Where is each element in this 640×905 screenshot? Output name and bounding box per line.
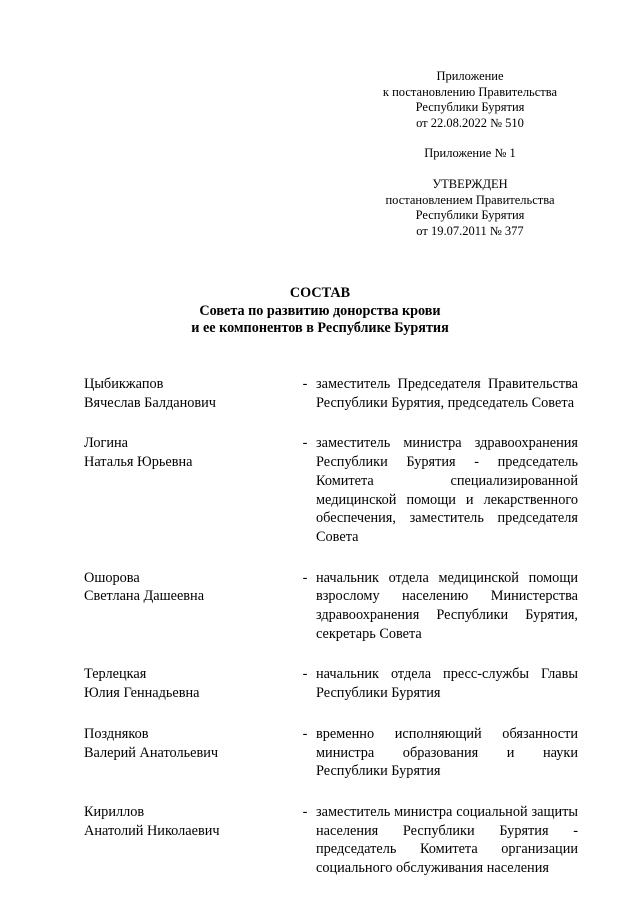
member-name xyxy=(84,569,294,606)
member-surname: Поздняков xyxy=(84,725,149,742)
member-surname: Кириллов xyxy=(84,803,145,820)
member-role: начальник отдела пресс-службы Главы Республики Бурятия xyxy=(316,666,578,702)
member-role: временно исполняющий обязанности министра образования и науки Республики Бурятия xyxy=(316,725,578,780)
appendix-line: Республики Бурятия xyxy=(415,100,525,115)
approved-line: УТВЕРЖДЕН xyxy=(432,176,508,191)
member-entry xyxy=(84,569,578,644)
spacer xyxy=(340,162,600,177)
member-given-names: Вячеслав Балданович xyxy=(84,394,216,411)
approved-line: постановлением Правительства xyxy=(385,192,555,207)
document-title xyxy=(100,285,540,338)
member-entry xyxy=(84,803,578,878)
member-role: заместитель Председателя Правительства Республики Бурятия, председатель Совета xyxy=(316,376,578,411)
member-given-names: Юлия Геннадьевна xyxy=(84,685,200,702)
approved-line: от 19.07.2011 № 377 xyxy=(416,223,524,238)
member-role: заместитель министра здравоохранения Республики Бурятия - председатель Комитета специализированной медицинской помощи и лекарственного обеспечения, заместитель председателя Совета xyxy=(316,435,578,545)
member-given-names: Валерий Анатольевич xyxy=(84,744,219,761)
member-name xyxy=(84,434,294,471)
title-line: СОСТАВ xyxy=(289,285,351,301)
appendix-line: Приложение xyxy=(436,69,504,83)
member-entry xyxy=(84,725,578,781)
member-dash: - xyxy=(302,666,308,683)
title-line: Совета по развитию донорства крови xyxy=(199,302,441,319)
member-name xyxy=(84,665,294,702)
spacer xyxy=(340,131,600,146)
appendix-line: к постановлению Правительства xyxy=(382,84,558,99)
member-surname: Логина xyxy=(84,435,129,452)
member-entry xyxy=(84,375,578,412)
member-role: начальник отдела медицинской помощи взрослому населению Министерства здравоохранения Республики Бурятия, секретарь Совета xyxy=(316,569,578,642)
member-surname: Цыбикжапов xyxy=(84,376,164,392)
appendix-number: Приложение № 1 xyxy=(424,146,516,161)
member-name xyxy=(84,375,294,412)
member-surname: Ошорова xyxy=(84,569,140,586)
member-surname: Терлецкая xyxy=(84,666,147,683)
appendix-header xyxy=(340,69,600,239)
member-name xyxy=(84,725,294,762)
member-entry xyxy=(84,434,578,546)
member-dash: - xyxy=(302,803,308,820)
member-role: заместитель министра социальной защиты населения Республики Бурятия - председатель Комитета организации социального обслуживания населения xyxy=(316,803,578,877)
member-dash: - xyxy=(302,435,308,452)
member-dash: - xyxy=(302,376,308,392)
title-line: и ее компонентов в Республике Бурятия xyxy=(191,320,449,336)
member-name xyxy=(84,803,294,840)
member-given-names: Светлана Дашеевна xyxy=(84,588,205,605)
member-dash: - xyxy=(302,569,308,586)
member-dash: - xyxy=(302,725,308,742)
members-list xyxy=(84,375,578,878)
member-entry xyxy=(84,665,578,702)
member-given-names: Наталья Юрьевна xyxy=(84,454,193,471)
appendix-line: от 22.08.2022 № 510 xyxy=(416,115,524,130)
approved-line: Республики Бурятия xyxy=(415,208,525,223)
member-given-names: Анатолий Николаевич xyxy=(84,822,220,839)
